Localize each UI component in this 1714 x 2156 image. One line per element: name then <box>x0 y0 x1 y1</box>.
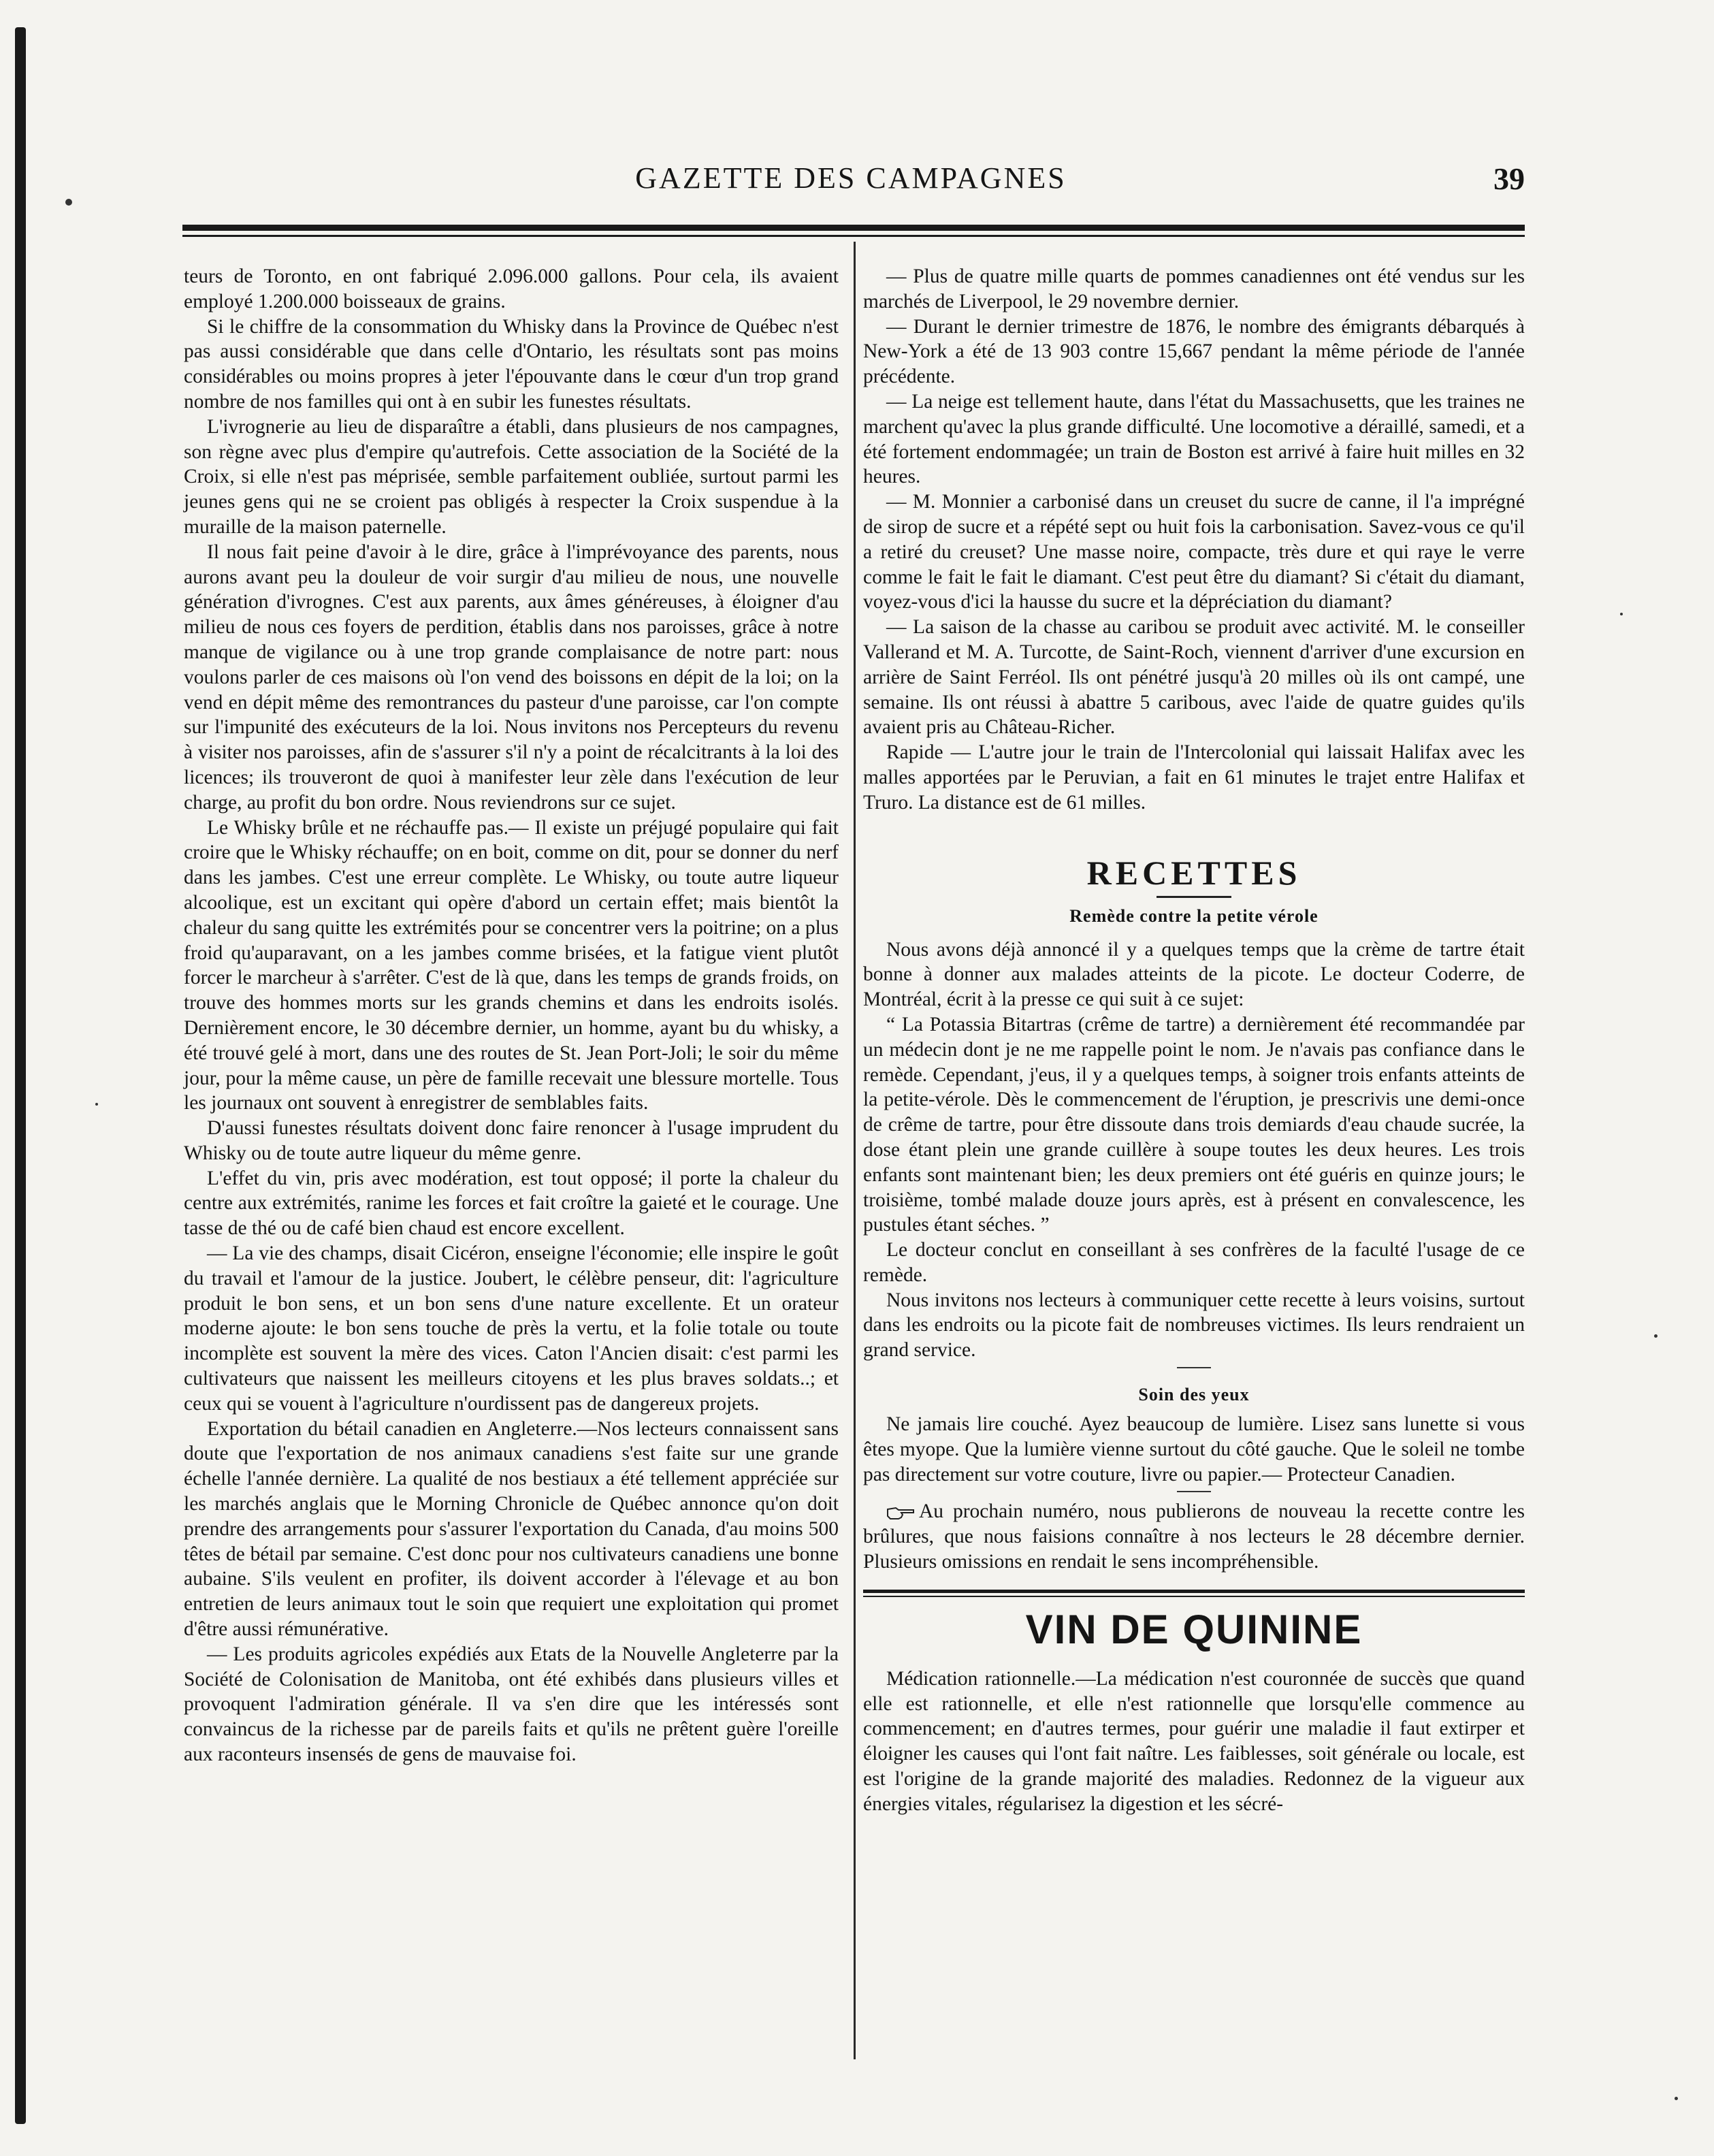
right-column <box>863 264 1525 1817</box>
scan-speck <box>65 199 72 206</box>
paragraph-funestes: D'aussi funestes résultats doivent donc faire renoncer à l'usage imprudent du Whisky ou de toute autre liqueur du même genre. <box>184 1117 839 1164</box>
column-divider <box>854 242 856 2059</box>
petite-verole-heading: Remède contre la petite vérole <box>1069 905 1319 926</box>
vin-de-quinine-text: Médication rationnelle.—La médication n'est couronnée de succès que quand elle est rationnelle, et elle n'est rationnelle que lorsqu'elle commence au commencement; en d'autres termes, pour guérir une maladie il faut extirper et éloigner les causes qui l'ont fait naître. Les faiblesses, soit générale ou locale, est est l'origine de la grande majorité des maladies. Redonnez de la vigueur aux énergies vitales, régularisez la digestion et les sécré- <box>863 1667 1525 1815</box>
news-emigrants: — Durant le dernier trimestre de 1876, le nombre des émigrants débarqués à New-York a été de 13 903 contre 15,667 pendant la même période de l'année précédente. <box>863 315 1525 388</box>
header-rule-thick <box>182 225 1525 231</box>
paragraph-toronto: teurs de Toronto, en ont fabriqué 2.096.000 gallons. Pour cela, ils avaient employé 1.200.000 boisseaux de grains. <box>184 266 839 312</box>
section-divider <box>1177 1491 1211 1492</box>
paragraph-parents: Il nous fait peine d'avoir à le dire, grâce à l'imprévoyance des parents, nous aurons avant peu la douleur de voir surgir d'au milieu de nous, une nouvelle génération d'ivrognes. C'est aux parents, aux âmes généreuses, à éloigner d'au milieu de nous ces foyers de perdition, établis dans nos paroisses, grâce à notre manque de vigilance ou à une trop grande complaisance de notre part: nous voulons parler de ces maisons où l'on vend des boissons en dépit de la loi; on la vend en dépit même des remontrances du pasteur d'une paroisse, car l'on compte sur l'impunité des exécuteurs de la loi. Nous invitons nos Percepteurs du revenu à visiter nos paroisses, afin de s'assurer s'il n'y a point de récalcitrants à la loi des licences; ils trouveront de quoi à manifester leur zèle dans l'exécution de leur charge, au profit du bon ordre. Nous reviendrons sur ce sujet. <box>184 541 839 814</box>
scan-speck <box>1675 2097 1678 2100</box>
paragraph-vin: L'effet du vin, pris avec modération, est tout opposé; il porte la chaleur du centre aux extrémités, ranime les forces et fait croître la gaieté et le courage. Une tasse de thé ou de café bien chaud est encore excellent. <box>184 1167 839 1240</box>
soin-yeux-text: Ne jamais lire couché. Ayez beaucoup de lumière. Lisez sans lunette si vous êtes myope. Que la lumière vienne surtout du côté gauche. Que le soleil ne tombe pas directement sur votre couture, livre ou papier.— Protecteur Canadien. <box>863 1413 1525 1485</box>
soin-yeux-heading: Soin des yeux <box>1138 1385 1250 1405</box>
section-divider <box>1177 1367 1211 1368</box>
news-sucre-diamant: — M. Monnier a carbonisé dans un creuset du sucre de canne, il l'a imprégné de sirop de sucre et a répété sept ou huit fois la carbonisation. Savez-vous ce qu'il a retiré du creuset? Une masse noire, compacte, très dure et qui raye le verre comme le fait le fait le diamant. C'est peut être du diamant? Si c'était du diamant, voyez-vous d'ici la hausse du sucre et la dépréciation du diamant? <box>863 491 1525 613</box>
recette-conclusion: Le docteur conclut en conseillant à ses confrères de la faculté l'usage de ce remède. <box>863 1239 1525 1286</box>
paragraph-whisky-quebec: Si le chiffre de la consommation du Whisky dans la Province de Québec n'est pas aussi considérable que dans celle d'Ontario, les résultats sont pas moins considérables ou moins propres à jeter l'épouvante dans le cœur d'un trop grand nombre de nos familles qui ont à en subir les funestes résultats. <box>184 315 839 413</box>
pointing-hand-icon <box>886 1506 915 1521</box>
recette-intro: Nous avons déjà annoncé il y a quelques temps que la crème de tartre était bonne à donner aux malades atteints de la picote. Le docteur Coderre, de Montréal, écrit à la presse ce qui suit à ce sujet: <box>863 938 1525 1011</box>
scan-speck <box>1620 613 1623 615</box>
news-caribou: — La saison de la chasse au caribou se produit avec activité. M. le conseiller Vallerand et M. A. Turcotte, de Saint-Roch, viennent d'arriver d'une excursion en arrière de Saint Ferréol. Ils ont pénétré jusqu'à 20 milles où ils ont campé, une semaine. Ils ont réussi à abattre 5 caribous, avec l'aide de quatre guides qu'ils avaient pris au Château-Richer. <box>863 616 1525 739</box>
page-header <box>177 161 1525 202</box>
recette-invitation: Nous invitons nos lecteurs à communiquer cette recette à leurs voisins, surtout dans les endroits ou la picote fait de nombreuses victimes. Ils leurs rendraient un grand service. <box>863 1289 1525 1362</box>
binding-edge <box>15 27 26 2124</box>
page-number: 39 <box>1493 161 1525 196</box>
paragraph-exportation: Exportation du bétail canadien en Angleterre.—Nos lecteurs connaissent sans doute que l'exportation de nos animaux canadiens s'est faite sur une grande échelle l'année dernière. La qualité de nos bestiaux a été tellement appréciée sur les marchés anglais que le Morning Chronicle de Québec annonce qu'on doit prendre des arrangements pour s'assurer l'exportation du Canada, d'au moins 500 têtes de bétail par semaine. C'est donc pour nos cultivateurs canadiens une bonne aubaine. S'ils veulent en profiter, ils doivent accorder à l'élevage et au bon entretien de leurs animaux tout le soin que requiert une exploitation qui promet d'être aussi rémunérative. <box>184 1417 839 1641</box>
notice-text: Au prochain numéro, nous publierons de nouveau la recette contre les brûlures, que nous faisions connaître à nos lecteurs le 28 décembre dernier. Plusieurs omissions en rendait le sens incompréhensible. <box>863 1500 1525 1573</box>
scan-speck <box>1654 1334 1658 1338</box>
paragraph-ivrognerie: L'ivrognerie au lieu de disparaître a établi, dans plusieurs de nos campagnes, son règne avec plus d'empire qu'autrefois. Cette association de la Société de la Croix, si elle n'est pas méprisée, semble parfaitement oubliée, surtout parmi les jeunes gens qui ne se croient pas obligés à respecter la Croix suspendue à la muraille de la maison paternelle. <box>184 415 839 538</box>
ad-rule <box>863 1590 1525 1597</box>
notice-paragraph <box>863 1499 1525 1574</box>
header-rule-thin <box>182 235 1525 237</box>
vin-de-quinine-heading: VIN DE QUININE <box>1025 1606 1363 1652</box>
paragraph-produits-agricoles: — Les produits agricoles expédiés aux Etats de la Nouvelle Angleterre par la Société de Colonisation de Manitoba, ont été exhibés dans plusieurs villes et provoquent l'admiration générale. Il va s'en dire que les intéressés sont convaincus de la richesse par de pareils faits et qu'ils ne prêtent guère l'oreille aux raconteurs insensés de gens de mauvaise foi. <box>184 1643 839 1766</box>
recettes-rule <box>1157 896 1231 898</box>
news-pommes: — Plus de quatre mille quarts de pommes canadiennes ont été vendus sur les marchés de Liverpool, le 29 novembre dernier. <box>863 266 1525 312</box>
publication-title: GAZETTE DES CAMPAGNES <box>635 161 1067 195</box>
paragraph-vie-champs: — La vie des champs, disait Cicéron, enseigne l'économie; elle inspire le goût du travail et l'amour de la justice. Joubert, le célèbre penseur, dit: l'agriculture produit le bon sens, et un bon sens d'une nature excellente. Et un orateur moderne ajoute: le bon sens touche de près la vertu, et la folie totale ou toute incomplète est souvent la mère des vices. Caton l'Ancien disait: c'est parmi les cultivateurs que naissent les meilleurs citoyens et les plus braves soldats..; et ceux qui se vouent à l'agriculture n'ourdissent pas de dangereux projets. <box>184 1242 839 1415</box>
paragraph-whisky-brule: Le Whisky brûle et ne réchauffe pas.— Il existe un préjugé populaire qui fait croire que le Whisky réchauffe; on en boit, comme on dit, pour se donner du nerf dans les jambes. C'est une erreur complète. Le Whisky, ou toute autre liqueur alcoolique, est un excitant qui opère d'abord un certain effet; mais bientôt la chaleur du sang quitte les extrémités pour se concentrer vers la poitrine; on a plus froid qu'auparavant, on a les jambes comme brisées, et la fatigue vient plutôt forcer le marcheur à s'arrêter. C'est de là que, dans les temps de grands froids, on trouve des hommes morts sur les grands chemins et dans les endroits isolés. Dernièrement encore, le 30 décembre dernier, un homme, ayant bu du whisky, a été trouvé gelé à mort, dans une des routes de St. Jean Port-Joli; le soir du même jour, pour la même cause, un père de famille recevait une blessure mortelle. Tous les journaux ont souvent à enregistrer de semblables faits. <box>184 816 839 1114</box>
news-intercolonial: Rapide — L'autre jour le train de l'Intercolonial qui laissait Halifax avec les malles apportées par le Peruvian, a fait en 61 minutes le trajet entre Halifax et Truro. La distance est de 61 milles. <box>863 741 1525 814</box>
news-neige: — La neige est tellement haute, dans l'état du Massachusetts, que les traines ne marchent qu'avec la plus grande difficulté. Une locomotive a déraillé, samedi, et a été fortement endommagée; un train de Boston est arrivé à faire huit milles en 32 heures. <box>863 390 1525 488</box>
scan-speck <box>95 1103 98 1106</box>
recette-quote: “ La Potassia Bitartras (crême de tartre) a dernièrement été recommandée par un médecin dont je ne me rappelle point le nom. Je n'avais pas confiance dans le remède. Cependant, j'eus, il y a quelques temps, à soigner trois enfants atteints de la petite-vérole. Dès le commencement de l'éruption, je prescrivis une demi-once de crême de tartre, pour être dissoute dans trois demiards d'eau chaude sucrée, la dose étant plein une grande cuillère à soupe toutes les deux heures. Les trois enfants sont maintenant bien; les deux premiers ont été guéris en quinze jours; le troisième, tombé malade douze jours après, est à présent en convalescence, les pustules étant séches. ” <box>863 1013 1525 1236</box>
left-column <box>184 264 839 1767</box>
recettes-heading: RECETTES <box>1086 853 1301 892</box>
